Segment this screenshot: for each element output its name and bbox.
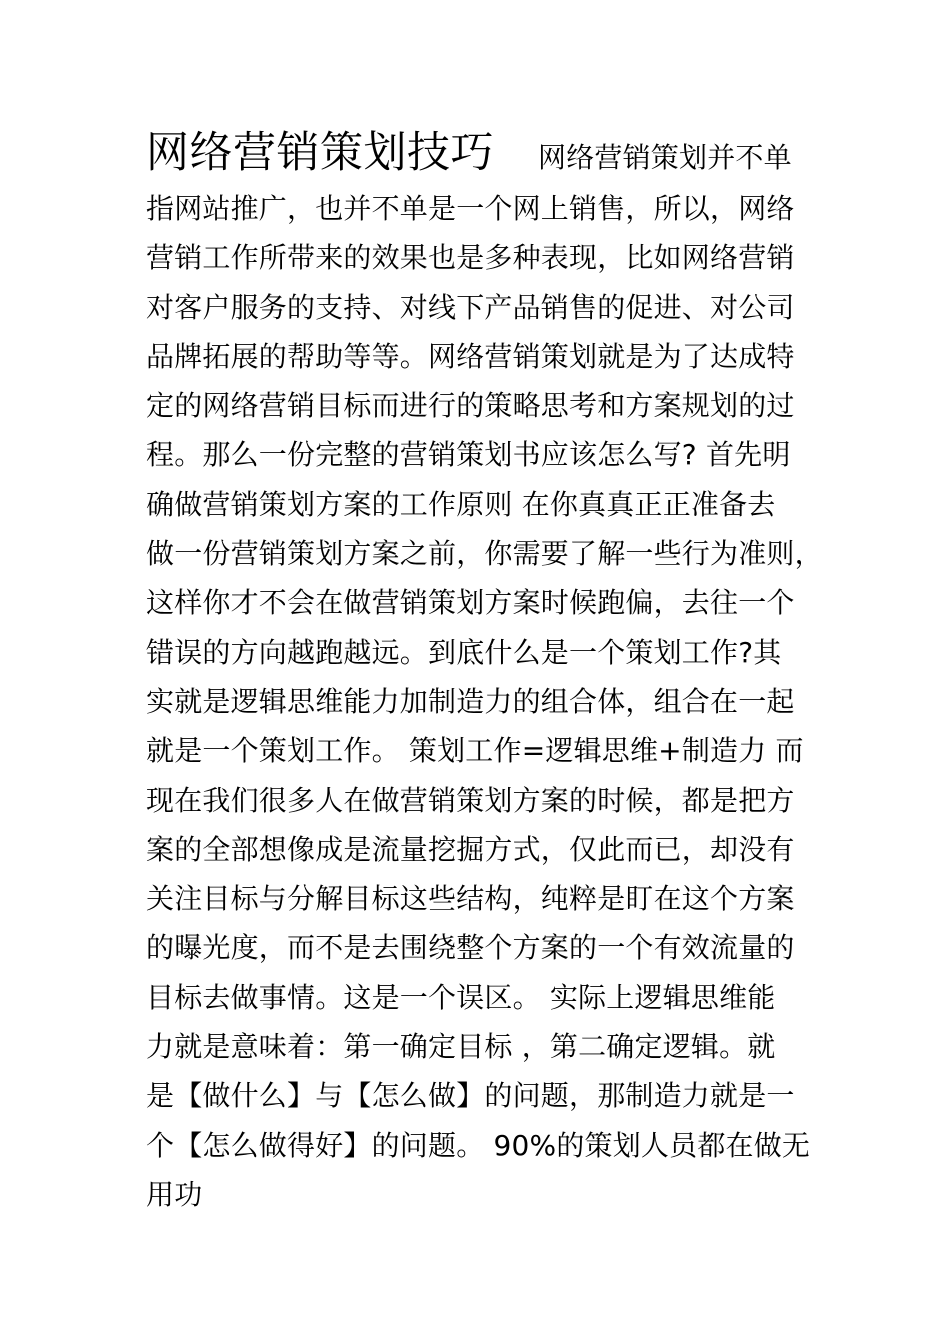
body-line: 就是一个策划工作。 策划工作=逻辑思维+制造力 而: [146, 734, 804, 768]
body-line: 对客户服务的支持、对线下产品销售的促进、对公司: [146, 290, 795, 324]
body-line: 这样你才不会在做营销策划方案时候跑偏，去往一个: [146, 586, 795, 620]
body-line: 错误的方向越跑越远。到底什么是一个策划工作?其: [146, 635, 782, 669]
body-line: 程。那么一份完整的营销策划书应该怎么写? 首先明: [146, 438, 791, 472]
body-line: 现在我们很多人在做营销策划方案的时候，都是把方: [146, 783, 795, 817]
body-line: 做一份营销策划方案之前，你需要了解一些行为准则，: [146, 537, 823, 571]
document-body: [146, 122, 823, 1219]
body-line: 案的全部想像成是流量挖掘方式，仅此而已，却没有: [146, 832, 795, 866]
body-line: 品牌拓展的帮助等等。网络营销策划就是为了达成特: [146, 339, 795, 373]
body-line: 的曝光度，而不是去围绕整个方案的一个有效流量的: [146, 931, 795, 965]
body-line: 力就是意味着：第一确定目标 ，第二确定逻辑。就: [146, 1030, 776, 1064]
body-line: 定的网络营销目标而进行的策略思考和方案规划的过: [146, 389, 795, 423]
body-line: 指网站推广，也并不单是一个网上销售，所以，网络: [146, 192, 795, 225]
body-line: 确做营销策划方案的工作原则 在你真真正正准备去: [146, 487, 776, 521]
body-line: 实就是逻辑思维能力加制造力的组合体，组合在一起: [146, 684, 795, 718]
body-line: 用功: [146, 1177, 203, 1211]
body-line: 营销工作所带来的效果也是多种表现，比如网络营销: [146, 241, 795, 275]
body-line: 个【怎么做得好】的问题。 90%的策划人员都在做无: [146, 1128, 811, 1162]
document-title: 网络营销策划技巧: [146, 128, 494, 178]
body-line: 网络营销策划并不单: [538, 141, 792, 174]
body-line: 关注目标与分解目标这些结构，纯粹是盯在这个方案: [146, 882, 795, 916]
body-line: 是【做什么】与【怎么做】的问题，那制造力就是一: [146, 1079, 795, 1113]
title-line: [146, 122, 818, 184]
body-line: 目标去做事情。这是一个误区。 实际上逻辑思维能: [146, 980, 776, 1014]
